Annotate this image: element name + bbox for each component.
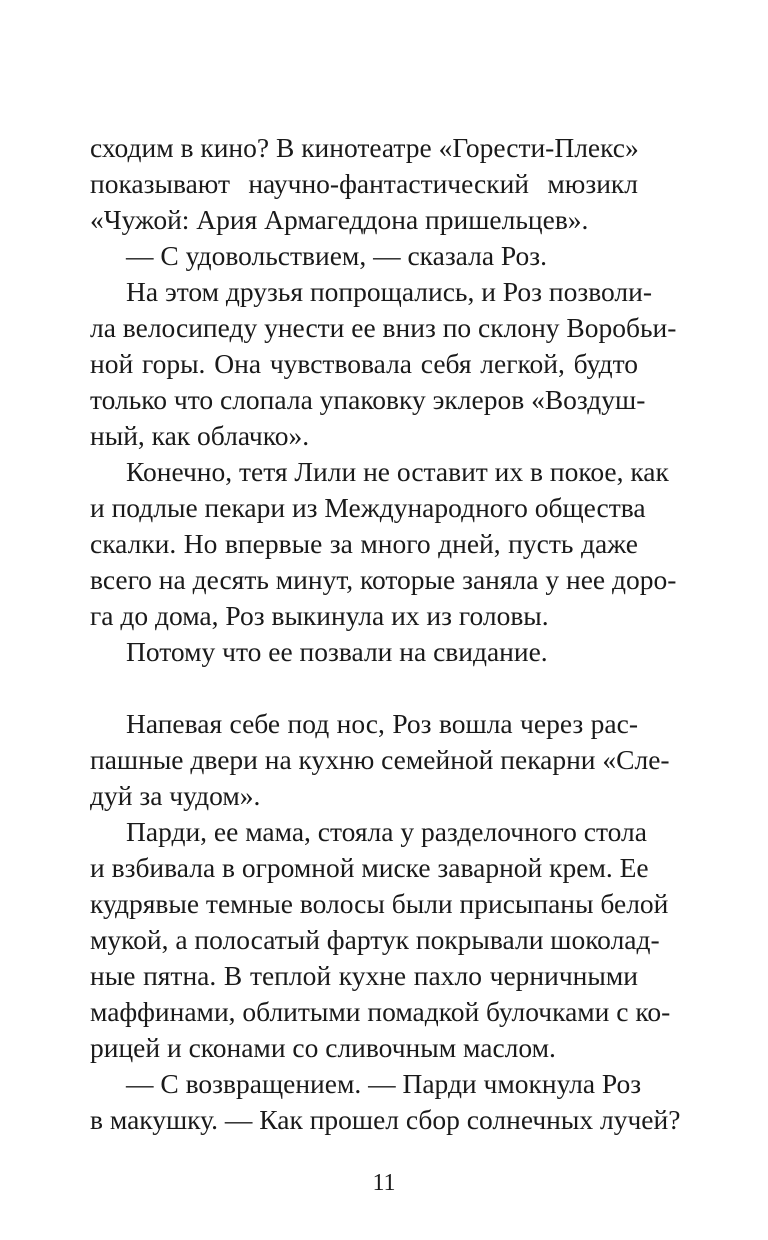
text-line: маффинами, облитыми помадкой булочками с ко- (90, 996, 671, 1027)
page-number: 11 (372, 1170, 396, 1196)
text-line: Напевая себе под нос, Роз вошла через рас- (126, 708, 638, 739)
text-line: сходим в кино? В кинотеатре «Горести-Плекс» (90, 132, 639, 163)
text-line: всего на десять минут, которые заняла у нее доро- (90, 564, 677, 595)
text-line: и подлые пекари из Международного общества (90, 492, 646, 523)
text-line: ный, как облачко». (90, 420, 310, 451)
text-line: Конечно, тетя Лили не оставит их в покое, как (126, 456, 669, 487)
text-line: «Чужой: Ария Армагеддона пришельцев». (90, 204, 589, 235)
text-line: На этом друзья попрощались, и Роз позволи- (126, 276, 653, 307)
text-line: дуй за чудом». (90, 780, 261, 811)
text-line: ной горы. Она чувствовала себя легкой, будто (90, 348, 638, 379)
text-line: ные пятна. В теплой кухне пахло черничными (90, 960, 638, 991)
text-line: Потому что ее позвали на свидание. (126, 636, 548, 667)
text-line: кудрявые темные волосы были присыпаны белой (90, 888, 669, 919)
text-line: — С возвращением. — Парди чмокнула Роз (126, 1068, 642, 1099)
text-line: мукой, а полосатый фартук покрывали шоколад- (90, 924, 660, 955)
text-line: скалки. Но впервые за много дней, пусть даже (90, 528, 638, 559)
text-line: только что слопала упаковку эклеров «Воздуш- (90, 384, 646, 415)
text-line: пашные двери на кухню семейной пекарни «Сле- (90, 744, 670, 775)
text-line: рицей и сконами со сливочным маслом. (90, 1032, 556, 1063)
text-line: Парди, ее мама, стояла у разделочного стола (126, 816, 647, 847)
text-line: ла велосипеду унести ее вниз по склону Воробьи- (90, 312, 677, 343)
text-line: показывают научно-фантастический мюзикл (90, 168, 638, 199)
text-line: га до дома, Роз выкинула их из головы. (90, 600, 549, 631)
text-line: и взбивала в огромной миске заварной крем. Ее (90, 852, 649, 883)
text-line: в макушку. — Как прошел сбор солнечных лучей? (90, 1104, 681, 1135)
text-line: — С удовольствием, — сказала Роз. (126, 240, 548, 271)
